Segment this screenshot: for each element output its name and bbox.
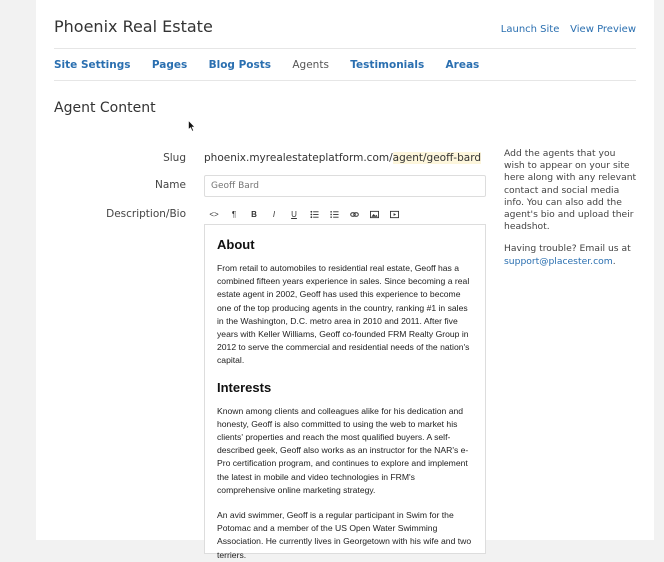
link-icon[interactable]	[344, 206, 364, 222]
main-nav	[54, 59, 497, 71]
help-text: Add the agents that you wish to appear on your site here along with any relevant contact and social media info. You can also add the agent's bio and upload their headshot.	[504, 148, 637, 233]
code-icon[interactable]: <>	[209, 209, 219, 219]
editor-toolbar	[204, 205, 486, 223]
name-field[interactable]	[204, 175, 486, 197]
nav-site-settings[interactable]: Site Settings	[54, 59, 131, 71]
help-panel	[504, 148, 638, 278]
editor-paragraph: An avid swimmer, Geoff is a regular participant in Swim for the Potomac and a member of the US Open Water Swimming Association. He currently lives in Georgetown with his wife and two terriers.	[217, 510, 472, 560]
mouse-cursor-icon	[188, 120, 196, 132]
nav-testimonials[interactable]: Testimonials	[350, 59, 425, 71]
view-preview-link[interactable]: View Preview	[570, 24, 636, 35]
paragraph-icon[interactable]: ¶	[231, 209, 237, 219]
nav-blog-posts[interactable]: Blog Posts	[208, 59, 272, 71]
editor-heading-interests: Interests	[217, 379, 272, 395]
italic-icon[interactable]: I	[272, 209, 276, 219]
name-label: Name	[155, 179, 186, 191]
site-title: Phoenix Real Estate	[54, 17, 213, 36]
slug-label: Slug	[163, 152, 186, 164]
bullet-list-icon[interactable]	[304, 206, 324, 222]
nav-agents[interactable]: Agents	[292, 59, 329, 71]
divider	[54, 80, 636, 81]
help-contact	[504, 243, 638, 267]
help-period: .	[612, 255, 616, 267]
divider	[54, 48, 636, 49]
top-links	[493, 24, 636, 35]
launch-site-link[interactable]: Launch Site	[500, 24, 560, 35]
editor-heading-about: About	[217, 237, 255, 252]
page-container	[36, 0, 654, 560]
image-icon[interactable]	[364, 206, 384, 222]
editor-paragraph: Known among clients and colleagues alike for his dedication and honesty, Geoff is also committed to using the web to market his clients' properties and reach the most qualified buyers. A self-described geek, Geoff also works as an instructor for the NAR's e-Pro certification program, and continues to explore and implement the latest in mobile and video technologies in FRM's comprehensive online marketing strategy.	[217, 405, 469, 495]
slug-value	[204, 152, 481, 164]
nav-pages[interactable]: Pages	[151, 59, 188, 71]
slug-base: phoenix.myrealestateplatform.com/	[204, 152, 393, 164]
support-email-link[interactable]: support@placester.com	[504, 255, 613, 267]
editor-paragraph: From retail to automobiles to residential real estate, Geoff has a combined fifteen years experience in sales. Since becoming a real estate agent in 2002, Geoff has used this experience to become one of the top producing agents in the country, ranking #1 in sales in the Washington, D.C. metro area in 2010 and 2011. After five years with Keller Williams, Geoff co-founded FRM Realty Group in 2012 to serve the commercial and residential needs of the nation's capital.	[217, 263, 470, 366]
help-trouble-text: Having trouble? Email us at	[504, 243, 631, 255]
video-icon[interactable]	[384, 206, 404, 222]
numbered-list-icon[interactable]	[324, 206, 344, 222]
section-title: Agent Content	[54, 100, 156, 116]
bio-label: Description/Bio	[106, 208, 186, 220]
bold-icon[interactable]: B	[251, 209, 257, 219]
underline-icon[interactable]: U	[291, 209, 297, 219]
nav-areas[interactable]: Areas	[445, 59, 480, 71]
bio-editor[interactable]	[204, 224, 486, 560]
slug-path: agent/geoff-bard	[392, 152, 481, 164]
